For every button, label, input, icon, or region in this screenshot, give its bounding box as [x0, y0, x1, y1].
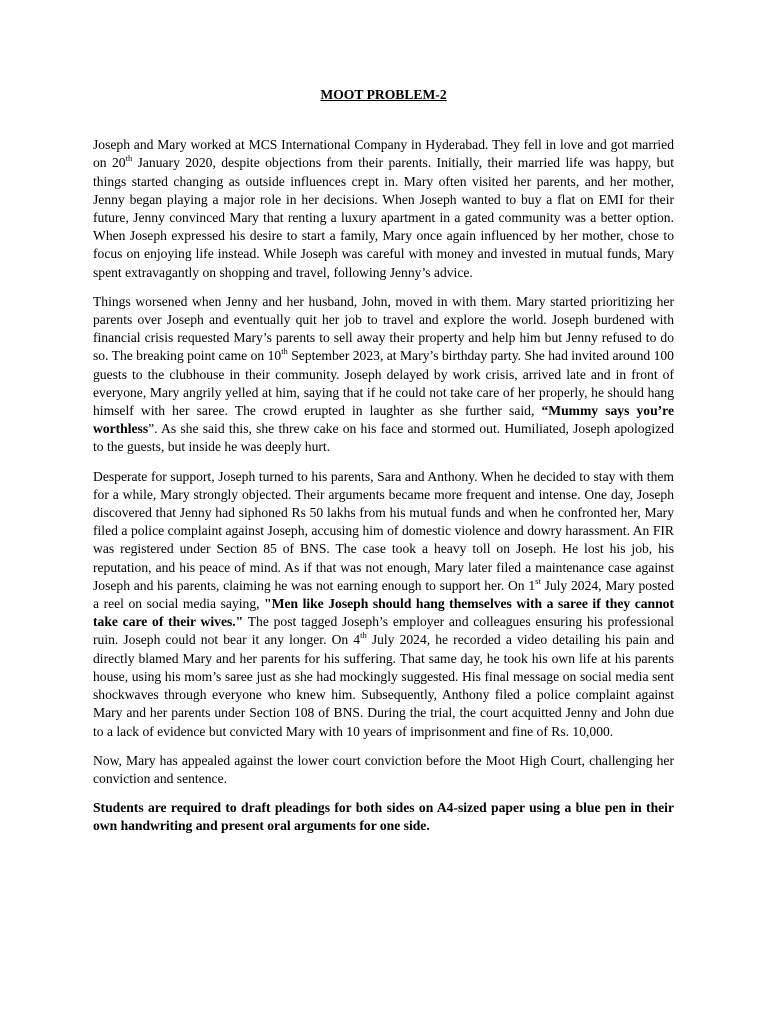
paragraph-3-quote: "Men like Joseph should hang themselves with a saree if they cannot take care of their wives." — [93, 596, 674, 630]
paragraph-2-quote: “Mummy says you’re worthless — [93, 403, 674, 437]
ordinal-superscript: st — [535, 575, 541, 586]
paragraph-2 — [93, 293, 674, 457]
paragraph-2-text-a: Things worsened when Jenny and her husband, John, moved in with them. Mary started prioritizing her parents over Joseph and eventually quit her job to travel and explore the world. Joseph burdened with financial crisis requested Mary’s parents to sell away their property and help him but Jenny refused to do so. The breaking point came on 10 — [93, 293, 674, 364]
document-page — [93, 86, 674, 847]
paragraph-4: Now, Mary has appealed against the lower court conviction before the Moot High Court, challenging her conviction and sentence. — [93, 752, 674, 786]
paragraph-3-text-b: July 2024, Mary posted a reel on social media saying, — [93, 577, 675, 612]
instructions-text: Students are required to draft pleadings for both sides on A4-sized paper using a blue pen in their own handwriting and present oral arguments for one side. — [93, 800, 674, 834]
paragraph-3-text-c: The post tagged Joseph’s employer and colleagues ensuring his professional ruin. Joseph could not bear it any longer. On 4 — [93, 614, 674, 648]
paragraph-1-text-b: January 2020, despite objections from their parents. Initially, their married life was happy, but things started changing as outside influences crept in. Mary often visited her parents, and her mother, Jenny began playing a major role in her decisions. When Joseph wanted to buy a flat on EMI for their future, Jenny convinced Mary that renting a luxury apartment in a gated community was a better option. When Joseph expressed his desire to start a family, Mary once again influenced by her mother, chose to focus on enjoying life instead. While Joseph was careful with money and invested in mutual funds, Mary spent extravagantly on shopping and travel, following Jenny’s advice. — [93, 155, 674, 280]
paragraph-3-text-a: Desperate for support, Joseph turned to his parents, Sara and Anthony. When he decided to stay with them for a while, Mary strongly objected. Their arguments became more frequent and intense. One day, Joseph discovered that Jenny had siphoned Rs 50 lakhs from his mutual funds and when he confronted her, Mary filed a police complaint against Joseph, accusing him of domestic violence and dowry harassment. An FIR was registered under Section 85 of BNS. The case took a heavy toll on Joseph. He lost his job, his reputation, and his peace of mind. As if that was not enough, Mary later filed a maintenance case against Joseph and his parents, claiming he was not earning enough to support her. On 1 — [93, 468, 674, 593]
paragraph-3-text-d: July 2024, he recorded a video detailing his pain and directly blamed Mary and her parents for his suffering. That same day, he took his own life at his parents house, using his mom’s saree just as she had mockingly suggested. His final message on social media sent shockwaves through everyone who knew him. Subsequently, Anthony filed a police complaint against Mary and her parents under Section 108 of BNS. During the trial, the court acquitted Jenny and John due to a lack of evidence but convicted Mary with 10 years of imprisonment and fine of Rs. 10,000. — [93, 632, 674, 739]
paragraph-2-text-b: September 2023, at Mary’s birthday party. She had invited around 100 guests to the clubhouse in their community. Joseph delayed by work crisis, arrived late and in front of everyone, Mary angrily yelled at him, saying that if he could not take care of her properly, he should hang himself with her saree. The crowd erupted in laughter as she further said, — [93, 348, 674, 419]
paragraph-1-text-a: Joseph and Mary worked at MCS International Company in Hyderabad. They fell in love and got married on 20 — [93, 137, 674, 171]
ordinal-superscript: th — [360, 630, 367, 641]
paragraph-3 — [93, 468, 674, 741]
paragraph-1 — [93, 136, 674, 282]
document-title: MOOT PROBLEM-2 — [320, 87, 447, 102]
instructions-paragraph — [93, 799, 674, 835]
ordinal-superscript: th — [281, 346, 288, 357]
ordinal-superscript: th — [125, 153, 133, 164]
paragraph-2-text-c: ”. As she said this, she threw cake on his face and stormed out. Humiliated, Joseph apologized to the guests, but inside he was deeply hurt. — [93, 421, 674, 455]
